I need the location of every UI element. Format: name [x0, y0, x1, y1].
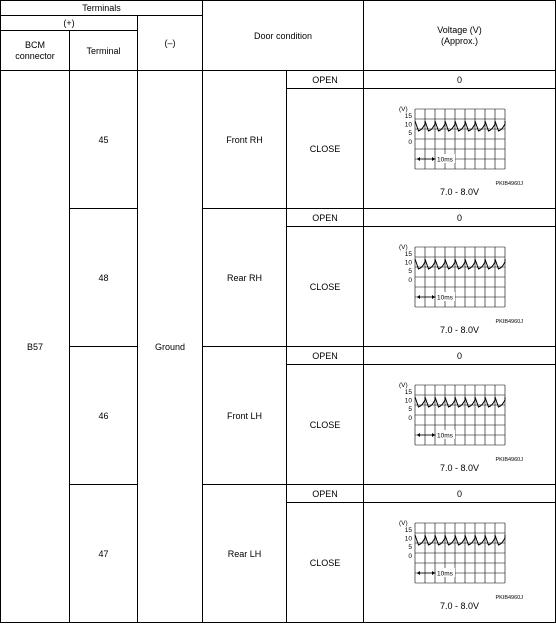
waveform-y-tick: 15 [404, 389, 412, 396]
waveform-y-tick: 10 [404, 121, 412, 129]
waveform-y-tick: 0 [407, 138, 412, 146]
waveform-y-tick: 0 [407, 552, 412, 560]
close-voltage: 7.0 - 8.0V [440, 601, 480, 611]
open-voltage: 0 [364, 71, 556, 89]
waveform-y-tick: 5 [407, 268, 412, 276]
waveform-unit-label: (V) [398, 106, 408, 113]
waveform [364, 99, 555, 187]
waveform-y-tick: 10 [404, 397, 412, 405]
waveform-grid [415, 385, 505, 445]
waveform-figure [395, 101, 525, 187]
open-label: OPEN [287, 209, 364, 227]
door-cell: Rear RH [203, 209, 287, 347]
open-voltage: 0 [364, 209, 556, 227]
open-label: OPEN [287, 347, 364, 365]
time-scale-label: 10ms [436, 294, 453, 302]
ground-cell: Ground [138, 71, 203, 623]
waveform-trace [415, 121, 505, 131]
door-condition-header: Door condition [203, 1, 364, 71]
door-cell: Rear LH [203, 485, 287, 623]
close-label: CLOSE [287, 227, 364, 347]
terminal-header: Terminal [70, 31, 138, 71]
waveform-y-tick: 15 [404, 113, 412, 120]
open-voltage: 0 [364, 347, 556, 365]
figure-code: PKIB4960J [494, 181, 523, 187]
waveform-y-tick: 5 [407, 130, 412, 138]
waveform [364, 375, 555, 463]
bcm-connector-cell: B57 [1, 71, 70, 623]
arrow-head-icon [417, 295, 420, 299]
arrow-head-icon [432, 157, 435, 161]
door-cell: Front LH [203, 347, 287, 485]
time-scale-label: 10ms [436, 570, 453, 578]
terminals-header: Terminals [1, 1, 203, 16]
waveform-grid [415, 109, 505, 169]
waveform-figure [395, 515, 525, 601]
waveform [364, 513, 555, 601]
time-scale-label: 10ms [436, 432, 453, 440]
waveform-unit-label: (V) [398, 244, 408, 251]
terminal-cell: 46 [70, 347, 138, 485]
waveform-y-tick: 10 [404, 535, 412, 543]
open-label: OPEN [287, 485, 364, 503]
arrow-head-icon [432, 295, 435, 299]
arrow-head-icon [417, 157, 420, 161]
waveform-y-tick: 10 [404, 259, 412, 267]
close-label: CLOSE [287, 89, 364, 209]
arrow-head-icon [417, 433, 420, 437]
terminal-cell: 47 [70, 485, 138, 623]
waveform-figure [395, 239, 525, 325]
figure-code: PKIB4960J [494, 319, 523, 325]
waveform-cell [364, 89, 556, 209]
waveform-cell [364, 365, 556, 485]
waveform-y-tick: 0 [407, 414, 412, 422]
arrow-head-icon [432, 571, 435, 575]
arrow-head-icon [432, 433, 435, 437]
waveform-y-tick: 5 [407, 406, 412, 414]
minus-header: (–) [138, 16, 203, 71]
waveform-y-tick: 0 [407, 276, 412, 284]
figure-code: PKIB4960J [494, 457, 523, 463]
waveform-cell [364, 227, 556, 347]
close-voltage: 7.0 - 8.0V [440, 463, 480, 473]
waveform-unit-label: (V) [398, 520, 408, 527]
close-label: CLOSE [287, 503, 364, 623]
waveform-grid [415, 247, 505, 307]
waveform-y-tick: 15 [404, 251, 412, 258]
door-cell: Front RH [203, 71, 287, 209]
time-scale-label: 10ms [436, 156, 453, 164]
waveform-grid [415, 523, 505, 583]
open-label: OPEN [287, 71, 364, 89]
close-voltage: 7.0 - 8.0V [440, 325, 480, 335]
terminal-cell: 48 [70, 209, 138, 347]
waveform-trace [415, 397, 505, 407]
waveform-y-tick: 15 [404, 527, 412, 534]
terminal-cell: 45 [70, 71, 138, 209]
voltage-header: Voltage (V) (Approx.) [364, 1, 556, 71]
waveform-figure [395, 377, 525, 463]
close-label: CLOSE [287, 365, 364, 485]
waveform [364, 237, 555, 325]
open-voltage: 0 [364, 485, 556, 503]
waveform-cell [364, 503, 556, 623]
waveform-trace [415, 535, 505, 545]
waveform-y-tick: 5 [407, 544, 412, 552]
bcm-connector-header: BCM connector [1, 31, 70, 71]
waveform-unit-label: (V) [398, 382, 408, 389]
close-voltage: 7.0 - 8.0V [440, 187, 480, 197]
plus-header: (+) [1, 16, 138, 31]
waveform-trace [415, 259, 505, 269]
arrow-head-icon [417, 571, 420, 575]
figure-code: PKIB4960J [494, 595, 523, 601]
